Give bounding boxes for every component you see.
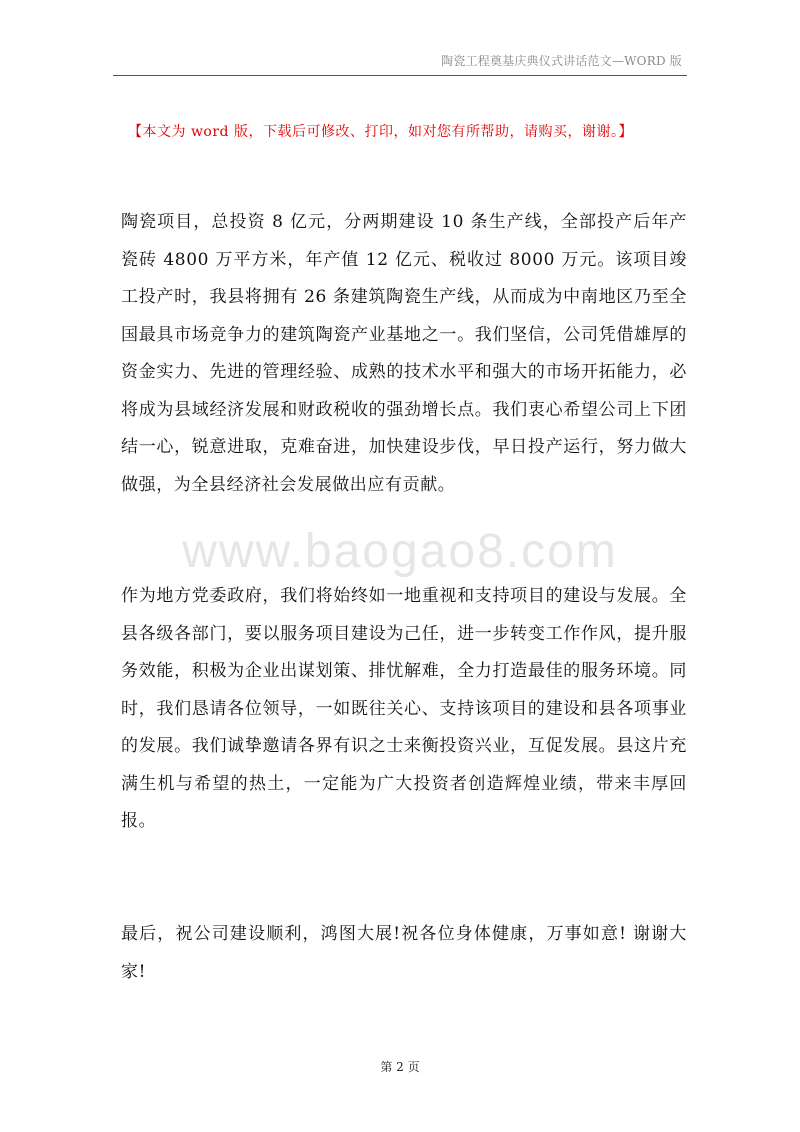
body-paragraph-1: 陶瓷项目，总投资 8 亿元，分两期建设 10 条生产线，全部投产后年产瓷砖 4800 万平方米，年产值 12 亿元、税收过 8000 万元。该项目竣工投产时，我县将拥有 26 条建筑陶瓷生产线，从而成为中南地区乃至全国最具市场竞争力的建筑陶瓷产业基地之一。我们坚信，公司凭借雄厚的资金实力、先进的管理经验、成熟的技术水平和强大的市场开拓能力，必将成为县域经济发展和财政税收的强劲增长点。我们衷心希望公司上下团结一心，锐意进取，克难奋进，加快建设步伐，早日投产运行，努力做大做强，为全县经济社会发展做出应有贡献。: [121, 212, 687, 495]
body-paragraph-2: 作为地方党委政府，我们将始终如一地重视和支持项目的建设与发展。全县各级各部门，要以服务项目建设为己任，进一步转变工作作风，提升服务效能，积极为企业出谋划策、排忧解难，全力打造最佳的服务环境。同时，我们恳请各位领导，一如既往关心、支持该项目的建设和县各项事业的发展。我们诚挚邀请各界有识之士来衡投资兴业，互促发展。县这片充满生机与希望的热土，一定能为广大投资者创造辉煌业绩，带来丰厚回报。: [121, 586, 687, 831]
purchase-notice: 【本文为 word 版，下载后可修改、打印，如对您有所帮助，请购买，谢谢。】: [128, 124, 633, 140]
page-number: 第 2 页: [380, 1060, 420, 1074]
header-title: 陶瓷工程奠基庆典仪式讲话范文—WORD 版: [441, 54, 682, 68]
body-paragraph-3: 最后，祝公司建设顺利，鸿图大展!祝各位身体健康，万事如意! 谢谢大家!: [121, 924, 687, 982]
watermark: www.baogao8.com: [182, 525, 618, 578]
header-rule: [113, 75, 687, 76]
